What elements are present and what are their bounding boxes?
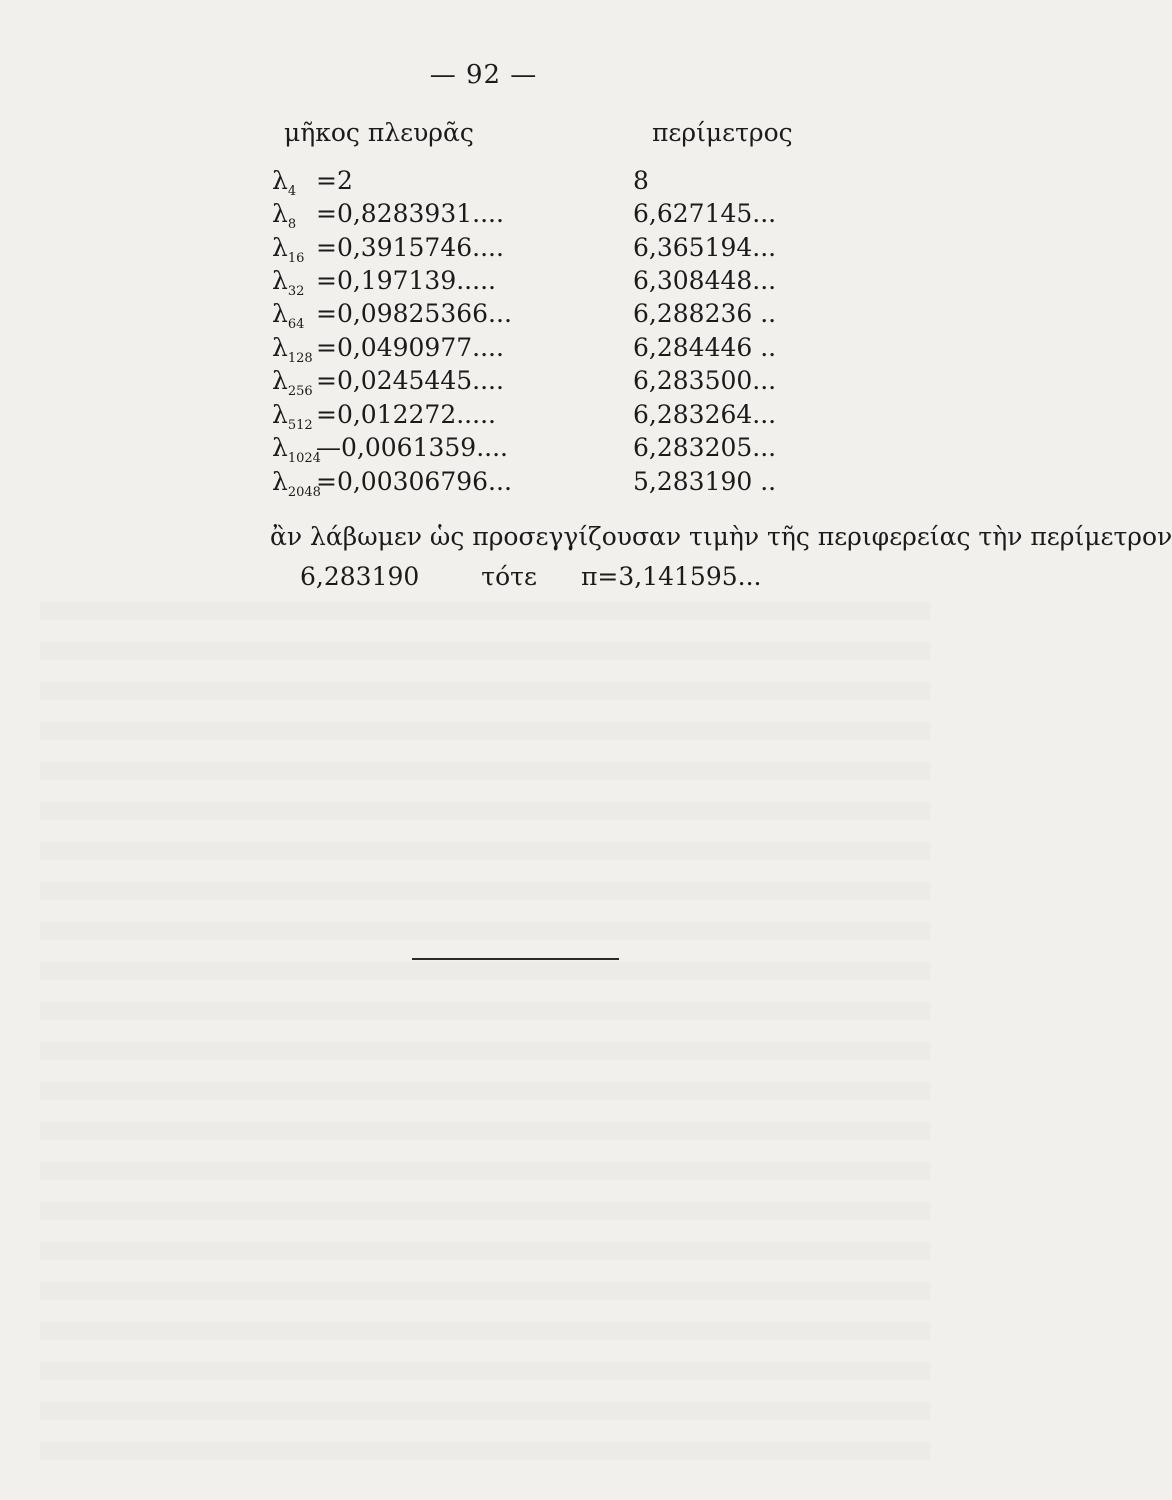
side-length-value: =0,09825366... <box>316 299 512 328</box>
bleed-through-background <box>40 600 930 1460</box>
side-symbol: $\lambda_{32}$ <box>272 266 305 299</box>
side-symbol: $\lambda_{256}$ <box>272 366 313 399</box>
side-length-value: =2 <box>316 166 353 195</box>
pi-approximation: π=3,141595... <box>580 562 762 591</box>
perimeter-value: 6,308448... <box>633 266 777 295</box>
side-length-value: =0,00306796... <box>316 467 512 496</box>
side-symbol: $\lambda_{16}$ <box>272 233 305 266</box>
side-length-value: —0,0061359.... <box>316 433 508 462</box>
side-symbol: $\lambda_{64}$ <box>272 299 305 332</box>
perimeter-value: 6,627145... <box>633 199 777 228</box>
perimeter-value: 5,283190 .. <box>633 467 777 496</box>
perimeter-value: 6,365194... <box>633 233 777 262</box>
side-symbol: $\lambda_{512}$ <box>272 400 313 433</box>
perimeter-value: 8 <box>633 166 649 195</box>
column-header-perimeter: περίμετρος <box>652 118 793 147</box>
footnote-divider <box>412 958 619 960</box>
conclusion-sentence: ἂν λάβωμεν ὡς προσεγγίζουσαν τιμὴν τῆς περιφερείας τὴν περίμετρον <box>270 522 1172 551</box>
conclusion-result <box>300 562 761 591</box>
perimeter-value: 6,283500... <box>633 366 777 395</box>
final-perimeter-value: 6,283190 <box>300 562 420 591</box>
side-symbol: $\lambda_{128}$ <box>272 333 313 366</box>
side-symbol: $\lambda_{2048}$ <box>272 467 321 500</box>
page-number: — 92 — <box>429 60 538 90</box>
side-length-value: =0,0490977.... <box>316 333 504 362</box>
tote-word: τότε <box>481 562 537 591</box>
side-length-value: =0,197139..... <box>316 266 496 295</box>
side-length-value: =0,8283931.... <box>316 199 504 228</box>
side-symbol: $\lambda_{1024}$ <box>272 433 321 466</box>
side-symbol: $\lambda_4$ <box>272 166 297 199</box>
perimeter-value: 6,284446 .. <box>633 333 777 362</box>
perimeter-value: 6,283264... <box>633 400 777 429</box>
side-length-value: =0,3915746.... <box>316 233 504 262</box>
column-header-side-length: μῆκος πλευρᾶς <box>284 118 474 147</box>
side-length-value: =0,012272..... <box>316 400 496 429</box>
side-symbol: $\lambda_8$ <box>272 199 297 232</box>
perimeter-value: 6,283205... <box>633 433 777 462</box>
perimeter-value: 6,288236 .. <box>633 299 777 328</box>
side-length-value: =0,0245445.... <box>316 366 504 395</box>
